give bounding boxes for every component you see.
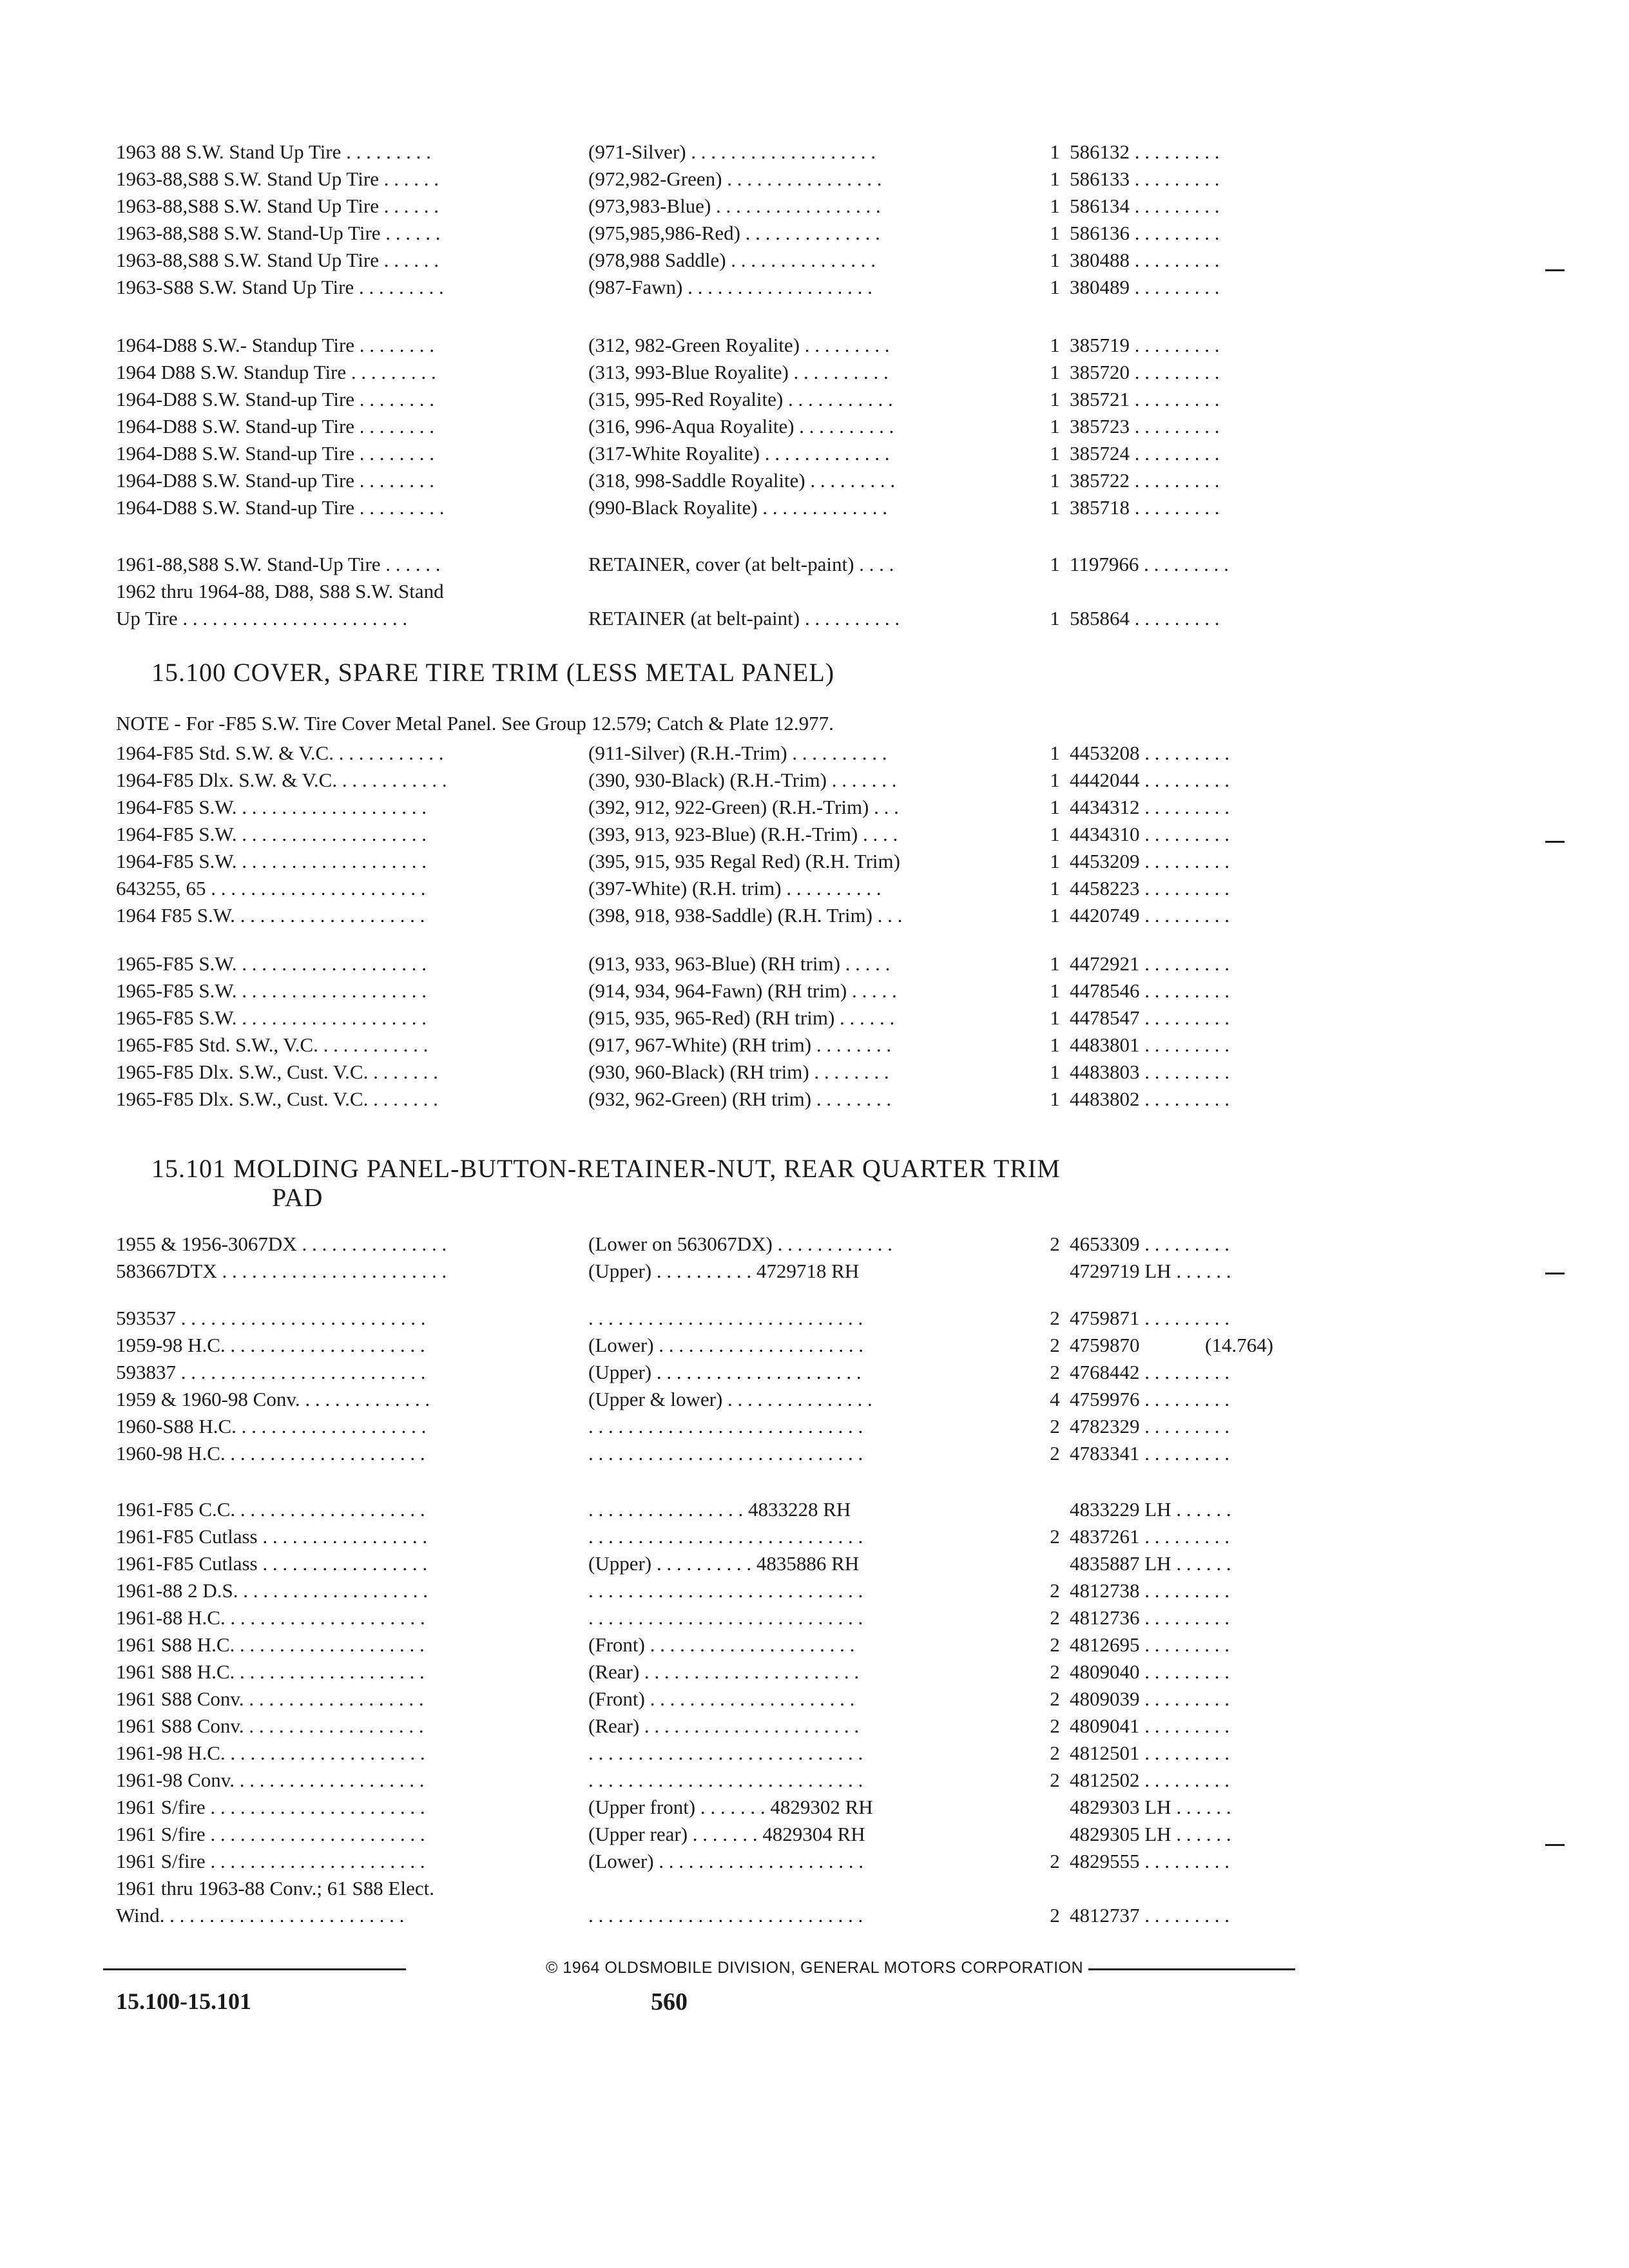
parts-row [116, 220, 1315, 247]
quantity-cell: 1 [1050, 823, 1060, 845]
description-cell: (390, 930-Black) (R.H.-Trim) . . . . . . . [588, 769, 897, 791]
part-number-cell: 4809040 . . . . . . . . . [1070, 1660, 1229, 1683]
description-cell: . . . . . . . . . . . . . . . . . . . . . . . . . . . . [588, 1415, 863, 1437]
quantity-cell: 2 [1050, 1606, 1060, 1629]
part-number-cell: 586132 . . . . . . . . . [1070, 140, 1220, 163]
parts-list-group-7 [116, 1305, 1315, 1467]
quantity-cell: 1 [1050, 415, 1060, 437]
parts-row [116, 247, 1315, 274]
parts-row [116, 1767, 1315, 1794]
part-number-cell: 585864 . . . . . . . . . [1070, 607, 1220, 629]
part-number-cell: 385719 . . . . . . . . . [1070, 334, 1220, 356]
model-cell: 1965-F85 S.W. . . . . . . . . . . . . . . . . . . . [116, 1006, 427, 1029]
quantity-cell: 1 [1050, 442, 1060, 465]
cross-reference-cell: (14.764) [1205, 1334, 1273, 1356]
part-number-cell: 4829303 LH . . . . . . [1070, 1796, 1231, 1818]
model-cell: 1961-88 2 D.S. . . . . . . . . . . . . . . . . . . . [116, 1579, 428, 1602]
parts-row [116, 551, 1315, 578]
model-cell: 1964-D88 S.W. Stand-up Tire . . . . . . . . [116, 415, 435, 437]
part-number-cell: 4653309 . . . . . . . . . [1070, 1233, 1229, 1255]
model-cell: 1961 S88 Conv. . . . . . . . . . . . . . . . . . . [116, 1687, 424, 1710]
description-cell: (Upper rear) . . . . . . . 4829304 RH [588, 1823, 865, 1845]
parts-row [116, 1086, 1315, 1113]
model-cell: 1965-F85 S.W. . . . . . . . . . . . . . . . . . . . [116, 952, 427, 975]
description-cell: . . . . . . . . . . . . . . . . . . . . . . . . . . . . [588, 1606, 863, 1629]
part-number-cell: 4809041 . . . . . . . . . [1070, 1715, 1229, 1737]
model-cell: 1964 F85 S.W. . . . . . . . . . . . . . . . . . . . [116, 904, 425, 927]
parts-row [116, 1332, 1315, 1359]
model-cell: 593537 . . . . . . . . . . . . . . . . . . . . . . . . . [116, 1307, 426, 1329]
parts-row [116, 1848, 1315, 1875]
description-cell: (911-Silver) (R.H.-Trim) . . . . . . . . . . [588, 742, 887, 764]
model-cell: 1961-98 H.C. . . . . . . . . . . . . . . . . . . . . [116, 1742, 425, 1764]
parts-row [116, 1902, 1315, 1929]
description-cell: (Front) . . . . . . . . . . . . . . . . . . . . . [588, 1633, 855, 1656]
part-number-cell: 4434310 . . . . . . . . . [1070, 823, 1229, 845]
model-cell: 1955 & 1956-3067DX . . . . . . . . . . . . . . . [116, 1233, 447, 1255]
description-cell: (317-White Royalite) . . . . . . . . . . . . . [588, 442, 890, 465]
part-number-cell: 4759870 [1070, 1334, 1140, 1356]
quantity-cell: 2 [1050, 1442, 1060, 1465]
model-cell: 1959 & 1960-98 Conv. . . . . . . . . . . . . . [116, 1388, 430, 1410]
parts-row [116, 1413, 1315, 1440]
description-cell: (398, 918, 938-Saddle) (R.H. Trim) . . . [588, 904, 903, 927]
parts-row [116, 578, 1315, 605]
quantity-cell: 1 [1050, 553, 1060, 575]
parts-row [116, 1496, 1315, 1523]
quantity-cell: 1 [1050, 361, 1060, 383]
quantity-cell: 1 [1050, 140, 1060, 163]
model-cell: 1963-88,S88 S.W. Stand-Up Tire . . . . . . [116, 222, 441, 244]
quantity-cell: 1 [1050, 850, 1060, 872]
description-cell: (932, 962-Green) (RH trim) . . . . . . . . [588, 1088, 892, 1110]
quantity-cell: 1 [1050, 1088, 1060, 1110]
parts-row [116, 821, 1315, 848]
model-cell: 1964-D88 S.W. Stand-up Tire . . . . . . . . [116, 442, 435, 465]
model-cell: 1965-F85 S.W. . . . . . . . . . . . . . . . . . . . [116, 979, 427, 1002]
model-cell: 1963-S88 S.W. Stand Up Tire . . . . . . . . . [116, 276, 444, 298]
description-cell: . . . . . . . . . . . . . . . . . . . . . . . . . . . . [588, 1442, 863, 1465]
parts-row [116, 1004, 1315, 1032]
part-number-cell: 4483802 . . . . . . . . . [1070, 1088, 1229, 1110]
parts-list-group-4 [116, 740, 1315, 929]
quantity-cell: 2 [1050, 1334, 1060, 1356]
part-number-cell: 4729719 LH . . . . . . [1070, 1260, 1231, 1282]
parts-row [116, 767, 1315, 794]
model-cell: 1964-D88 S.W. Stand-up Tire . . . . . . . . . [116, 496, 445, 519]
parts-row [116, 1258, 1315, 1285]
part-number-cell: 4453209 . . . . . . . . . [1070, 850, 1229, 872]
quantity-cell: 1 [1050, 742, 1060, 764]
part-number-cell: 4453208 . . . . . . . . . [1070, 742, 1229, 764]
description-cell: (392, 912, 922-Green) (R.H.-Trim) . . . [588, 796, 899, 818]
quantity-cell: 2 [1050, 1525, 1060, 1548]
parts-row [116, 359, 1315, 386]
parts-row [116, 794, 1315, 821]
description-cell: (312, 982-Green Royalite) . . . . . . . . . [588, 334, 890, 356]
quantity-cell: 1 [1050, 388, 1060, 410]
description-cell: (987-Fawn) . . . . . . . . . . . . . . . . . . . [588, 276, 872, 298]
parts-row [116, 166, 1315, 193]
model-cell: 1964-F85 S.W. . . . . . . . . . . . . . . . . . . . [116, 823, 427, 845]
part-number-cell: 4782329 . . . . . . . . . [1070, 1415, 1229, 1437]
quantity-cell: 1 [1050, 276, 1060, 298]
model-cell: 1963-88,S88 S.W. Stand Up Tire . . . . . . [116, 249, 439, 271]
quantity-cell: 2 [1050, 1307, 1060, 1329]
parts-row [116, 1713, 1315, 1740]
description-cell: (990-Black Royalite) . . . . . . . . . . . . . [588, 496, 888, 519]
description-cell: . . . . . . . . . . . . . . . . . . . . . . . . . . . . [588, 1579, 863, 1602]
model-cell: 1959-98 H.C. . . . . . . . . . . . . . . . . . . . . [116, 1334, 425, 1356]
part-number-cell: 1197966 . . . . . . . . . [1070, 553, 1229, 575]
description-cell: (Lower) . . . . . . . . . . . . . . . . . . . . . [588, 1850, 864, 1872]
description-cell: (978,988 Saddle) . . . . . . . . . . . . . . . [588, 249, 876, 271]
part-number-cell: 4812736 . . . . . . . . . [1070, 1606, 1229, 1629]
model-cell: 1964-D88 S.W. Stand-up Tire . . . . . . . . [116, 388, 435, 410]
part-number-cell: 385721 . . . . . . . . . [1070, 388, 1220, 410]
section-range: 15.100-15.101 [116, 1988, 251, 2014]
quantity-cell: 1 [1050, 769, 1060, 791]
parts-row [116, 605, 1315, 632]
description-cell: (915, 935, 965-Red) (RH trim) . . . . . . [588, 1006, 895, 1029]
part-number-cell: 4833229 LH . . . . . . [1070, 1498, 1231, 1521]
description-cell: (Upper) . . . . . . . . . . 4729718 RH [588, 1260, 860, 1282]
quantity-cell: 1 [1050, 979, 1060, 1002]
quantity-cell: 1 [1050, 1061, 1060, 1083]
quantity-cell: 1 [1050, 195, 1060, 217]
quantity-cell: 1 [1050, 796, 1060, 818]
quantity-cell: 2 [1050, 1361, 1060, 1383]
model-cell: 1961 S88 H.C. . . . . . . . . . . . . . . . . . . . [116, 1660, 425, 1683]
part-number-cell: 385724 . . . . . . . . . [1070, 442, 1220, 465]
model-cell: 1961 S88 H.C. . . . . . . . . . . . . . . . . . . . [116, 1633, 425, 1656]
part-number-cell: 4759976 . . . . . . . . . [1070, 1388, 1229, 1410]
description-cell: (917, 967-White) (RH trim) . . . . . . . . [588, 1033, 892, 1056]
parts-row [116, 1875, 1315, 1902]
parts-list-group-8 [116, 1496, 1315, 1929]
quantity-cell: 2 [1050, 1633, 1060, 1656]
quantity-cell: 2 [1050, 1904, 1060, 1927]
part-number-cell: 4458223 . . . . . . . . . [1070, 877, 1229, 899]
model-cell: 1963-88,S88 S.W. Stand Up Tire . . . . . . [116, 195, 439, 217]
section-note: NOTE - For -F85 S.W. Tire Cover Metal Panel. See Group 12.579; Catch & Plate 12.977. [116, 712, 834, 735]
part-number-cell: 4812695 . . . . . . . . . [1070, 1633, 1229, 1656]
description-cell: (Upper) . . . . . . . . . . . . . . . . . . . . . [588, 1361, 862, 1383]
parts-list-group-6 [116, 1231, 1315, 1285]
parts-row [116, 1523, 1315, 1550]
parts-row [116, 1550, 1315, 1577]
quantity-cell: 1 [1050, 607, 1060, 629]
part-number-cell: 4783341 . . . . . . . . . [1070, 1442, 1229, 1465]
part-number-cell: 4483803 . . . . . . . . . [1070, 1061, 1229, 1083]
model-cell: 1964-F85 Dlx. S.W. & V.C. . . . . . . . . . . . [116, 769, 447, 791]
quantity-cell: 2 [1050, 1742, 1060, 1764]
quantity-cell: 4 [1050, 1388, 1060, 1410]
model-cell: 1960-98 H.C. . . . . . . . . . . . . . . . . . . . . [116, 1442, 425, 1465]
parts-list-group-1 [116, 139, 1315, 301]
part-number-cell: 586136 . . . . . . . . . [1070, 222, 1220, 244]
parts-row [116, 274, 1315, 301]
parts-row [116, 1032, 1315, 1059]
description-cell: . . . . . . . . . . . . . . . . . . . . . . . . . . . . [588, 1525, 863, 1548]
model-cell: 1964-F85 S.W. . . . . . . . . . . . . . . . . . . . [116, 850, 427, 872]
parts-row [116, 440, 1315, 467]
part-number-cell: 4420749 . . . . . . . . . [1070, 904, 1229, 927]
parts-row [116, 139, 1315, 166]
quantity-cell: 2 [1050, 1850, 1060, 1872]
margin-mark [1545, 841, 1565, 843]
quantity-cell: 1 [1050, 877, 1060, 899]
description-cell: (Rear) . . . . . . . . . . . . . . . . . . . . . . [588, 1715, 860, 1737]
model-cell: 1961 S/fire . . . . . . . . . . . . . . . . . . . . . . [116, 1823, 425, 1845]
part-number-cell: 4442044 . . . . . . . . . [1070, 769, 1229, 791]
part-number-cell: 4837261 . . . . . . . . . [1070, 1525, 1229, 1548]
part-number-cell: 4478547 . . . . . . . . . [1070, 1006, 1229, 1029]
description-cell: (972,982-Green) . . . . . . . . . . . . . . . . [588, 168, 882, 190]
parts-row [116, 1794, 1315, 1821]
parts-row [116, 1440, 1315, 1467]
part-number-cell: 4829555 . . . . . . . . . [1070, 1850, 1229, 1872]
parts-row [116, 1821, 1315, 1848]
description-cell: RETAINER (at belt-paint) . . . . . . . . . . [588, 607, 900, 629]
description-cell: (397-White) (R.H. trim) . . . . . . . . . . [588, 877, 882, 899]
description-cell: (316, 996-Aqua Royalite) . . . . . . . . . . [588, 415, 894, 437]
part-number-cell: 385720 . . . . . . . . . [1070, 361, 1220, 383]
description-cell: (975,985,986-Red) . . . . . . . . . . . . . . [588, 222, 880, 244]
parts-row [116, 1686, 1315, 1713]
parts-list-group-3 [116, 551, 1315, 632]
copyright-notice: © 1964 OLDSMOBILE DIVISION, GENERAL MOTORS CORPORATION [0, 1959, 1629, 1977]
part-number-cell: 4812502 . . . . . . . . . [1070, 1769, 1229, 1791]
part-number-cell: 4809039 . . . . . . . . . [1070, 1687, 1229, 1710]
model-cell: 1965-F85 Dlx. S.W., Cust. V.C. . . . . . . . [116, 1088, 438, 1110]
part-number-cell: 4483801 . . . . . . . . . [1070, 1033, 1229, 1056]
quantity-cell: 1 [1050, 168, 1060, 190]
description-cell: (Lower on 563067DX) . . . . . . . . . . . . [588, 1233, 892, 1255]
margin-mark [1545, 1273, 1565, 1274]
part-number-cell: 4835887 LH . . . . . . [1070, 1552, 1231, 1575]
parts-row [116, 1359, 1315, 1386]
part-number-cell: 380488 . . . . . . . . . [1070, 249, 1220, 271]
part-number-cell: 4768442 . . . . . . . . . [1070, 1361, 1229, 1383]
part-number-cell: 4759871 . . . . . . . . . [1070, 1307, 1229, 1329]
model-cell: 583667DTX . . . . . . . . . . . . . . . . . . . . . . . [116, 1260, 447, 1282]
section-title-15-100: 15.100 COVER, SPARE TIRE TRIM (LESS METAL PANEL) [151, 658, 835, 687]
parts-list-group-2 [116, 332, 1315, 521]
section-title-15-101: 15.101 MOLDING PANEL-BUTTON-RETAINER-NUT, REAR QUARTER TRIM [151, 1154, 1061, 1183]
description-cell: (313, 993-Blue Royalite) . . . . . . . . . . [588, 361, 889, 383]
quantity-cell: 1 [1050, 249, 1060, 271]
model-cell: 1961 thru 1963-88 Conv.; 61 S88 Elect. [116, 1877, 434, 1899]
part-number-cell: 586134 . . . . . . . . . [1070, 195, 1220, 217]
quantity-cell: 1 [1050, 1033, 1060, 1056]
description-cell: (971-Silver) . . . . . . . . . . . . . . . . . . . [588, 140, 876, 163]
description-cell: . . . . . . . . . . . . . . . . . . . . . . . . . . . . [588, 1769, 863, 1791]
model-cell: 643255, 65 . . . . . . . . . . . . . . . . . . . . . . [116, 877, 426, 899]
description-cell: (Lower) . . . . . . . . . . . . . . . . . . . . . [588, 1334, 864, 1356]
part-number-cell: 4472921 . . . . . . . . . [1070, 952, 1229, 975]
description-cell: (318, 998-Saddle Royalite) . . . . . . . . . [588, 469, 896, 492]
parts-row [116, 386, 1315, 413]
description-cell: (Front) . . . . . . . . . . . . . . . . . . . . . [588, 1687, 855, 1710]
quantity-cell: 1 [1050, 1006, 1060, 1029]
description-cell: (913, 933, 963-Blue) (RH trim) . . . . . [588, 952, 891, 975]
model-cell: 1960-S88 H.C. . . . . . . . . . . . . . . . . . . . [116, 1415, 427, 1437]
parts-row [116, 1658, 1315, 1686]
part-number-cell: 4812738 . . . . . . . . . [1070, 1579, 1229, 1602]
parts-row [116, 1577, 1315, 1604]
parts-row [116, 413, 1315, 440]
parts-row [116, 1231, 1315, 1258]
part-number-cell: 586133 . . . . . . . . . [1070, 168, 1220, 190]
model-cell: Up Tire . . . . . . . . . . . . . . . . . . . . . . . [116, 607, 408, 629]
parts-row [116, 977, 1315, 1004]
quantity-cell: 2 [1050, 1660, 1060, 1683]
model-cell: 1964-D88 S.W.- Standup Tire . . . . . . . . [116, 334, 435, 356]
description-cell: . . . . . . . . . . . . . . . . . . . . . . . . . . . . [588, 1904, 863, 1927]
part-number-cell: 385723 . . . . . . . . . [1070, 415, 1220, 437]
model-cell: 1965-F85 Dlx. S.W., Cust. V.C. . . . . . . . [116, 1061, 438, 1083]
quantity-cell: 1 [1050, 904, 1060, 927]
quantity-cell: 1 [1050, 496, 1060, 519]
parts-row [116, 1386, 1315, 1413]
description-cell: (Upper front) . . . . . . . 4829302 RH [588, 1796, 873, 1818]
model-cell: 1961-F85 C.C. . . . . . . . . . . . . . . . . . . . [116, 1498, 425, 1521]
quantity-cell: 2 [1050, 1233, 1060, 1255]
model-cell: 1961-F85 Cutlass . . . . . . . . . . . . . . . . . [116, 1552, 428, 1575]
model-cell: 1965-F85 Std. S.W., V.C. . . . . . . . . . . . [116, 1033, 429, 1056]
parts-row [116, 193, 1315, 220]
section-title-15-101-cont: PAD [272, 1183, 323, 1212]
quantity-cell: 1 [1050, 469, 1060, 492]
parts-row [116, 950, 1315, 977]
model-cell: 1961 S/fire . . . . . . . . . . . . . . . . . . . . . . [116, 1850, 425, 1872]
description-cell: (Upper) . . . . . . . . . . 4835886 RH [588, 1552, 860, 1575]
part-number-cell: 4812501 . . . . . . . . . [1070, 1742, 1229, 1764]
description-cell: (930, 960-Black) (RH trim) . . . . . . . . [588, 1061, 889, 1083]
parts-row [116, 1604, 1315, 1631]
model-cell: 1963 88 S.W. Stand Up Tire . . . . . . . . . [116, 140, 431, 163]
model-cell: 1961-88 H.C. . . . . . . . . . . . . . . . . . . . . [116, 1606, 425, 1629]
parts-list-group-5 [116, 950, 1315, 1113]
description-cell: (914, 934, 964-Fawn) (RH trim) . . . . . [588, 979, 897, 1002]
description-cell: (973,983-Blue) . . . . . . . . . . . . . . . . . [588, 195, 881, 217]
part-number-cell: 380489 . . . . . . . . . [1070, 276, 1220, 298]
model-cell: 1961-88,S88 S.W. Stand-Up Tire . . . . . . [116, 553, 441, 575]
description-cell: . . . . . . . . . . . . . . . . 4833228 RH [588, 1498, 851, 1521]
model-cell: 1963-88,S88 S.W. Stand Up Tire . . . . . . [116, 168, 439, 190]
part-number-cell: 385722 . . . . . . . . . [1070, 469, 1220, 492]
parts-row [116, 332, 1315, 359]
model-cell: 1961 S/fire . . . . . . . . . . . . . . . . . . . . . . [116, 1796, 425, 1818]
model-cell: 1964-F85 Std. S.W. & V.C. . . . . . . . . . . . [116, 742, 444, 764]
model-cell: 1961-98 Conv. . . . . . . . . . . . . . . . . . . . [116, 1769, 425, 1791]
quantity-cell: 2 [1050, 1687, 1060, 1710]
quantity-cell: 1 [1050, 334, 1060, 356]
parts-row [116, 848, 1315, 875]
parts-row [116, 1631, 1315, 1658]
model-cell: 1964-D88 S.W. Stand-up Tire . . . . . . . . [116, 469, 435, 492]
description-cell: (393, 913, 923-Blue) (R.H.-Trim) . . . . [588, 823, 898, 845]
part-number-cell: 4478546 . . . . . . . . . [1070, 979, 1229, 1002]
quantity-cell: 2 [1050, 1715, 1060, 1737]
part-number-cell: 4434312 . . . . . . . . . [1070, 796, 1229, 818]
quantity-cell: 2 [1050, 1415, 1060, 1437]
parts-row [116, 1059, 1315, 1086]
part-number-cell: 4812737 . . . . . . . . . [1070, 1904, 1229, 1927]
description-cell: (Upper & lower) . . . . . . . . . . . . . . . [588, 1388, 872, 1410]
quantity-cell: 2 [1050, 1579, 1060, 1602]
description-cell: (315, 995-Red Royalite) . . . . . . . . . . . [588, 388, 893, 410]
description-cell: (Rear) . . . . . . . . . . . . . . . . . . . . . . [588, 1660, 860, 1683]
part-number-cell: 4829305 LH . . . . . . [1070, 1823, 1231, 1845]
model-cell: 1962 thru 1964-88, D88, S88 S.W. Stand [116, 580, 444, 602]
parts-row [116, 740, 1315, 767]
parts-row [116, 1305, 1315, 1332]
parts-row [116, 902, 1315, 929]
page-number: 560 [651, 1988, 688, 2015]
model-cell: 1961 S88 Conv. . . . . . . . . . . . . . . . . . . [116, 1715, 424, 1737]
part-number-cell: 385718 . . . . . . . . . [1070, 496, 1220, 519]
quantity-cell: 1 [1050, 952, 1060, 975]
parts-row [116, 875, 1315, 902]
quantity-cell: 1 [1050, 222, 1060, 244]
margin-mark [1545, 1844, 1565, 1846]
description-cell: (395, 915, 935 Regal Red) (R.H. Trim) [588, 850, 900, 872]
margin-mark [1545, 269, 1565, 271]
description-cell: RETAINER, cover (at belt-paint) . . . . [588, 553, 894, 575]
quantity-cell: 2 [1050, 1769, 1060, 1791]
parts-row [116, 494, 1315, 521]
model-cell: 593837 . . . . . . . . . . . . . . . . . . . . . . . . . [116, 1361, 426, 1383]
parts-row [116, 1740, 1315, 1767]
description-cell: . . . . . . . . . . . . . . . . . . . . . . . . . . . . [588, 1307, 863, 1329]
model-cell: Wind. . . . . . . . . . . . . . . . . . . . . . . . . [116, 1904, 405, 1927]
model-cell: 1964-F85 S.W. . . . . . . . . . . . . . . . . . . . [116, 796, 427, 818]
model-cell: 1964 D88 S.W. Standup Tire . . . . . . . . . [116, 361, 436, 383]
description-cell: . . . . . . . . . . . . . . . . . . . . . . . . . . . . [588, 1742, 863, 1764]
parts-row [116, 467, 1315, 494]
model-cell: 1961-F85 Cutlass . . . . . . . . . . . . . . . . . [116, 1525, 428, 1548]
